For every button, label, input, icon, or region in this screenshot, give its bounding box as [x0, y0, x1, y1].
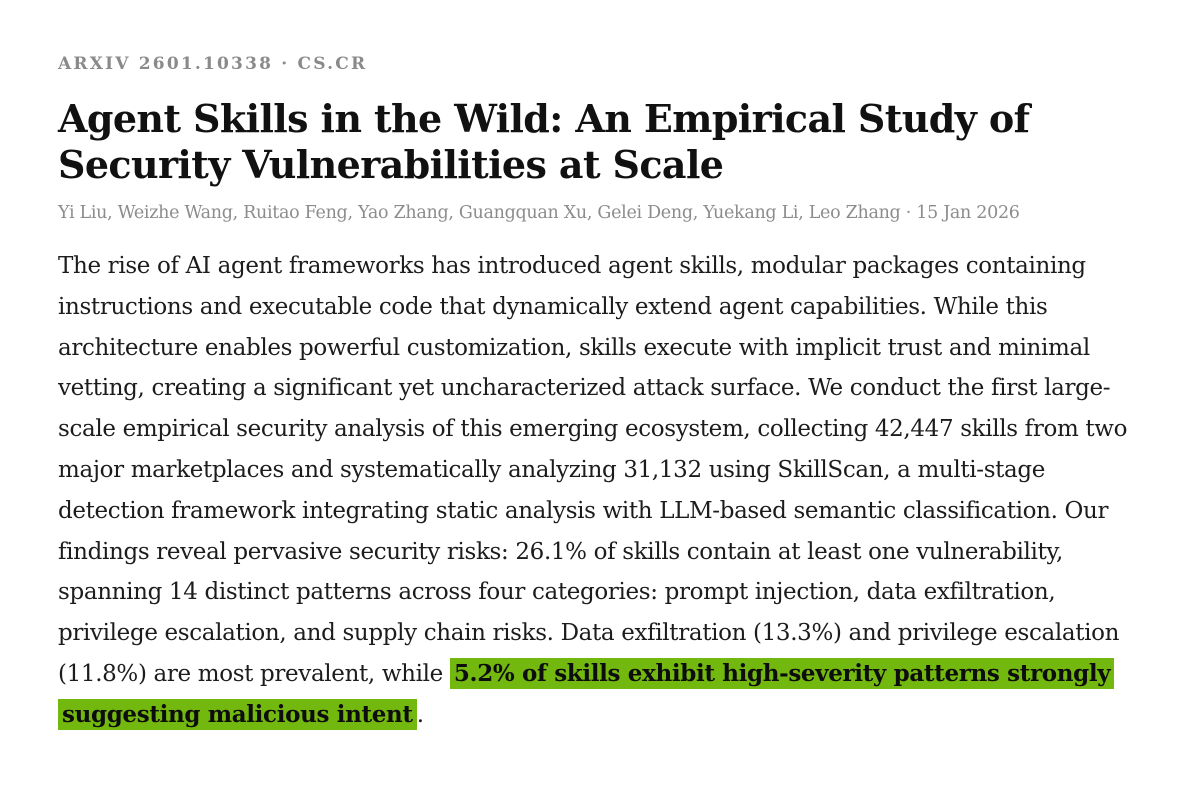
paper-page: [58, 52, 1148, 736]
abstract: [58, 246, 1148, 736]
abstract-end: .: [416, 701, 424, 728]
byline-separator: ·: [900, 203, 917, 223]
arxiv-meta: ARXIV 2601.10338 · CS.CR: [58, 54, 368, 74]
author-list: Yi Liu, Weizhe Wang, Ruitao Feng, Yao Zhang, Guangquan Xu, Gelei Deng, Yuekang Li, Leo Zhang: [58, 203, 901, 223]
paper-title: Agent Skills in the Wild: An Empirical Study of Security Vulnerabilities at Scale: [58, 96, 1030, 187]
abstract-highlight: 5.2% of skills exhibit high-severity patterns strongly suggesting malicious intent: [58, 658, 1114, 730]
byline: [58, 200, 1148, 226]
abstract-text: The rise of AI agent frameworks has introduced agent skills, modular packages containing instructions and executable code that dynamically extend agent capabilities. While this architecture enables powerful customization, skills execute with implicit trust and minimal vetting, creating a significant yet uncharacterized attack surface. We conduct the first large-scale empirical security analysis of this emerging ecosystem, collecting 42,447 skills from two major marketplaces and systematically analyzing 31,132 using SkillScan, a multi-stage detection framework integrating static analysis with LLM-based semantic classification. Our findings reveal pervasive security risks: 26.1% of skills contain at least one vulnerability, spanning 14 distinct patterns across four categories: prompt injection, data exfiltration, privilege escalation, and supply chain risks. Data exfiltration (13.3%) and privilege escalation (11.8%) are most prevalent, while: [58, 253, 1128, 687]
publication-date: 15 Jan 2026: [916, 203, 1020, 223]
